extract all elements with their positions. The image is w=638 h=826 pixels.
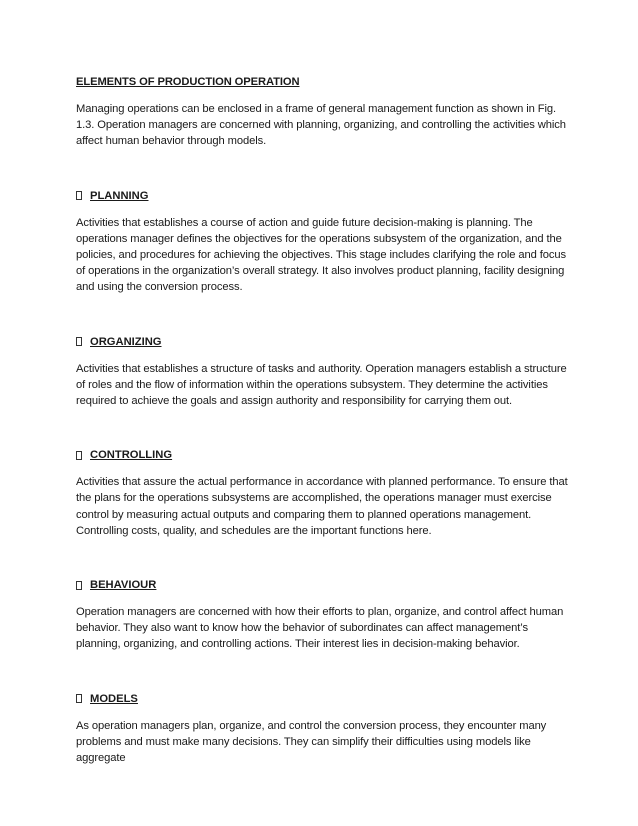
section-heading-label: MODELS <box>90 692 138 705</box>
bullet-box-icon <box>76 451 82 460</box>
section-heading <box>76 188 568 204</box>
section-body: As operation managers plan, organize, and control the conversion process, they encounter many problems and must make many decisions. They can simplify their difficulties using models like aggregate <box>76 719 547 765</box>
section-heading <box>76 691 568 707</box>
section-planning <box>76 188 568 296</box>
section-heading-label: BEHAVIOUR <box>90 579 157 592</box>
section-body: Activities that establishes a structure of tasks and authority. Operation managers establish a structure of roles and the flow of information within the operations subsystem. They determine the activities required to achieve the goals and assign authority and responsibility for carrying them out. <box>76 362 567 408</box>
section-models <box>76 691 568 767</box>
intro-paragraph: Managing operations can be enclosed in a frame of general management function as shown in Fig. 1.3. Operation managers are concerned with planning, organizing, and controlling the activities which affect human behavior through models. <box>76 103 566 148</box>
bullet-box-icon <box>76 694 82 703</box>
section-body: Activities that establishes a course of action and guide future decision-making is planning. The operations manager defines the objectives for the operations subsystem of the organization, and the policies, and procedures for achieving the objectives. This stage includes clarifying the role and focus of operations in the organization’s overall strategy. It also involves product planning, facility designing and using the conversion process. <box>76 216 567 294</box>
bullet-box-icon <box>76 581 82 590</box>
document-title: ELEMENTS OF PRODUCTION OPERATION <box>76 76 300 88</box>
section-heading <box>76 577 568 593</box>
section-heading-label: ORGANIZING <box>90 335 162 348</box>
document-page <box>76 74 568 766</box>
bullet-box-icon <box>76 337 82 346</box>
section-heading <box>76 334 568 350</box>
section-controlling <box>76 447 568 539</box>
bullet-box-icon <box>76 191 82 200</box>
section-behaviour <box>76 577 568 653</box>
section-heading <box>76 447 568 463</box>
section-heading-label: CONTROLLING <box>90 449 173 462</box>
section-body: Activities that assure the actual performance in accordance with planned performance. To ensure that the plans for the operations subsystems are accomplished, the operations manager must exercise control by measuring actual outputs and comparing them to planned operations management. Controlling costs, quality, and schedules are the important functions here. <box>76 476 568 537</box>
section-heading-label: PLANNING <box>90 189 149 202</box>
section-body: Operation managers are concerned with how their efforts to plan, organize, and control affect human behavior. They also want to know how the behavior of subordinates can affect management’s planning, organizing, and controlling actions. Their interest lies in decision-making behavior. <box>76 606 564 651</box>
section-organizing <box>76 334 568 410</box>
